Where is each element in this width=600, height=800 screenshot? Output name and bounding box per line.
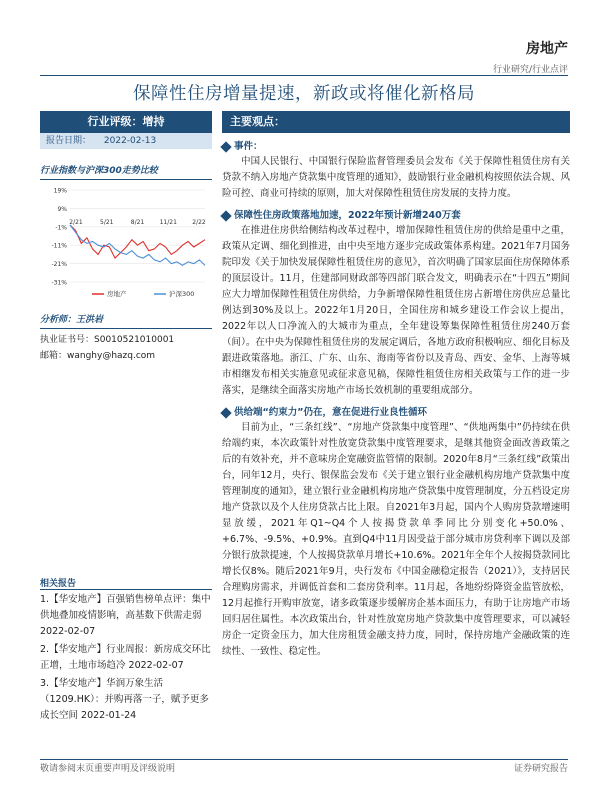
related-divider (40, 589, 212, 590)
page-title: 保障性住房增量提速，新政或将催化新格局 (133, 84, 475, 104)
report-date (40, 133, 212, 149)
x-tick-label: 2/22 (192, 218, 206, 226)
x-tick-label: 5/21 (100, 218, 114, 226)
footer-disclaimer: 敬请参阅末页重要声明及评级说明 (40, 764, 176, 774)
x-tick-label: 2/21 (69, 218, 83, 226)
legend-label: 沪深300 (169, 290, 195, 298)
diamond-bullet-icon (220, 141, 231, 152)
date-value: 2022-02-13 (103, 136, 157, 146)
y-tick-label: -21% (51, 261, 67, 269)
paragraph: 目前为止，“三条红线”、“房地产贷款集中度管理”、“供地两集中”仍持续在供给端约束，本次政策针对性放宽贷款集中度管理要求，是继其他资金面改善政策之后的有效补充，并不意味房企宽融资监管情的限制。2020年8月“三条红线”政策出台，同年12月，央行、银保监会发布《关于建立银行业金融机构房地产贷款集中度管理制度的通知》，建立银行业金融机构房地产贷款集中度管理制度，分五档设定房地产贷款以及个人住房贷款占比上限。自2021年3月起，国内个人购房贷款增速明显放缓，2021年Q1~Q4个人按揭贷款单季同比分别变化+50.0%、+6.7%、-9.5%、+0.9%。直到Q4中11月因受益于部分城市房贷利率下调以及部分银行放款提速，个人按揭贷款单月增长+10.6%。2021年全年个人按揭贷款同比增长仅8%。随后2021年9月，央行发布《中国金融稳定报告（2021）》，支持居民合理购房需求，并调低首套和二套房贷利率。11月起，各地纷纷降资金监管放松，12月起推行开购审放宽，诸多政策逐步缓解房企基本面压力，有助于让房地产市场回归居住属性。本次政策出台，针对性放宽房地产贷款集中度管理要求，可以减轻房企一定资金压力，加大住房租赁金融支持力度，同时，保持房地产金融政策的连续性、一致性、稳定性。 (222, 422, 570, 657)
sector-label: 房地产 (526, 41, 568, 57)
analyst-name: 分析师：王洪岩 (40, 315, 104, 325)
footer-label: 证券研究报告 (513, 764, 568, 774)
related-reports-title: 相关报告 (40, 579, 77, 589)
y-tick-label: -31% (51, 279, 67, 287)
section-heading-supply (222, 404, 570, 418)
footer-divider (40, 759, 568, 760)
x-tick-label: 8/21 (130, 218, 145, 226)
report-header (493, 38, 568, 75)
paragraph: 中国人民银行、中国银行保险监督管理委员会发布《关于保障性租赁住房有关贷款不纳入房地产贷款集中度管理的通知》，鼓励银行业金融机构按照依法合规、风险可控、商业可持续的原则，加大对保障性租赁住房发展的支持力度。 (222, 156, 570, 199)
main-content (222, 111, 570, 660)
y-tick-label: -11% (51, 242, 67, 250)
section-heading-text: 供给端“约束力”仍在，意在促进行业良性循环 (234, 407, 427, 418)
y-tick-label: -1% (55, 224, 67, 232)
chart-title: 行业指数与沪深300走势比较 (40, 166, 158, 176)
date-label: 报告日期： (46, 136, 92, 146)
related-report-item[interactable]: 3.【华安地产】华润万象生活（1209.HK）：并购再落一子，赋予更多成长空间 2022-01-24 (40, 678, 209, 721)
section-heading-event (222, 138, 570, 152)
header-divider (40, 75, 568, 76)
section-heading-text: 保障性住房政策落地加速，2022年预计新增240万套 (234, 210, 461, 221)
paragraph: 在推进住房供给侧结构改革过程中，增加保障性租赁住房的供给是重中之重，政策从定调、细化到推进，由中央至地方逐步完成政策体系构建。2021年7月国务院印发《关于加快发展保障性租赁住房的意见》，首次明确了国家层面住房保障体系的顶层设计。11月，住建部同财政部等四部门联合发文，明确表示在“十四五”期间应大力增加保障性租赁住房供给，力争新增保障性租赁住房占新增住房供应总量比例达到30%及以上。2022年1月20日，全国住房和城乡建设工作会议上提出，2022年以人口净流入的大城市为重点，全年建设筹集保障性租赁住房240万套（间）。在中央为保障性租赁住房的发展定调后，各地方政府积极响应、细化目标及跟进政策落地。浙江、广东、山东、海南等省份以及青岛、西安、金华、上海等城市相继发布相关实施意见或征求意见稿，保障性租赁住房相关政策与工作的进一步落实，是继续全面落实房地产市场长效机制的重要组成部分。 (222, 225, 570, 396)
related-report-item[interactable]: 2.【华安地产】行业周报：新房成交环比正增，土地市场趋冷 2022-02-07 (40, 644, 211, 671)
doc-type-label: 行业研究/行业点评 (492, 65, 568, 75)
section-heading-policy (222, 207, 570, 221)
related-report-item[interactable]: 1.【华安地产】百强销售榜单点评：集中供地叠加疫情影响，高基数下供需走弱 2022-02-07 (40, 594, 211, 637)
legend-label: 房地产 (107, 290, 127, 298)
rating-badge: 行业评级：增持 (40, 111, 212, 133)
analyst-email[interactable]: 邮箱：wanghy@hazq.com (40, 351, 156, 361)
diamond-bullet-icon (220, 407, 231, 418)
y-tick-label: 19% (53, 187, 67, 195)
index-comparison-chart (40, 182, 212, 302)
diamond-bullet-icon (220, 210, 231, 221)
analyst-divider (40, 328, 212, 329)
x-tick-label: 11/21 (159, 218, 177, 226)
chart-divider (40, 179, 212, 180)
analyst-cert: 执业证书号：S0010521010001 (40, 335, 175, 345)
related-reports-list (40, 592, 212, 726)
y-tick-label: 9% (57, 205, 67, 213)
left-sidebar (40, 111, 212, 361)
key-points-header: 主要观点： (222, 111, 570, 133)
section-heading-text: 事件： (234, 141, 263, 152)
series-line (70, 225, 205, 258)
